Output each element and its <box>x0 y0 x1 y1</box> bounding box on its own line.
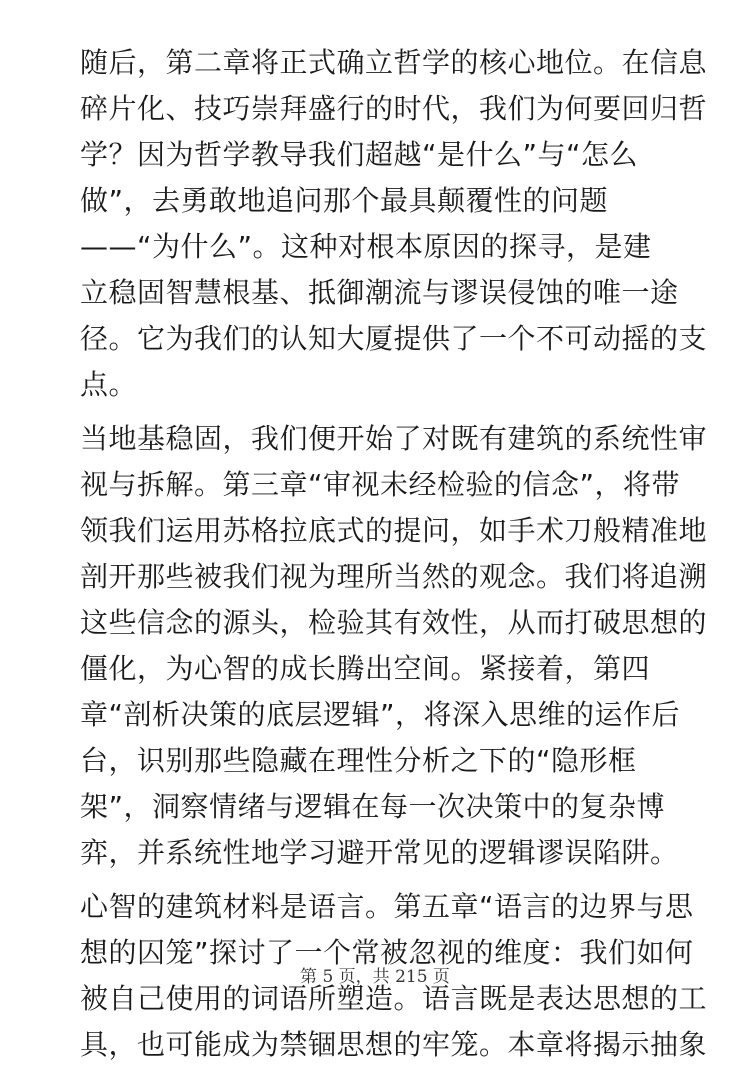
text-line: 台，识别那些隐藏在理性分析之下的“隐形框 <box>80 744 637 777</box>
text-line: 被自己使用的词语所塑造。语言既是表达思想的工 <box>80 982 708 1015</box>
text-line: 想的囚笼”探讨了一个常被忽视的维度：我们如何 <box>80 936 694 969</box>
text-line: 章“剖析决策的底层逻辑”，将深入思维的运作后 <box>80 698 681 731</box>
text-line: 碎片化、技巧崇拜盛行的时代，我们为何要回归哲 <box>80 92 708 125</box>
text-line: 学？因为哲学教导我们超越“是什么”与“怎么 <box>80 138 639 171</box>
text-line: 领我们运用苏格拉底式的提问，如手术刀般精准地 <box>80 514 708 547</box>
text-line: 弈，并系统性地学习避开常见的逻辑谬误陷阱。 <box>80 836 679 869</box>
text-line: 点。 <box>80 368 138 401</box>
text-line: 心智的建筑材料是语言。第五章“语言的边界与思 <box>80 890 694 923</box>
text-line: 当地基稳固，我们便开始了对既有建筑的系统性审 <box>80 422 708 455</box>
text-line: 这些信念的源头，检验其有效性，从而打破思想的 <box>80 606 708 639</box>
text-line: 僵化，为心智的成长腾出空间。紧接着，第四 <box>80 652 651 685</box>
text-line: 架”，洞察情绪与逻辑在每一次决策中的复杂博 <box>80 790 666 823</box>
paragraph-1 <box>80 40 708 408</box>
text-line: 立稳固智慧根基、抵御潮流与谬误侵蚀的唯一途 <box>80 276 679 309</box>
page-number: 第 5 页，共 215 页 <box>300 967 450 987</box>
text-line: 视与拆解。第三章“审视未经检验的信念”，将带 <box>80 468 681 501</box>
text-line: 随后，第二章将正式确立哲学的核心地位。在信息 <box>80 46 708 79</box>
paragraph-2 <box>80 416 708 876</box>
text-line: 剖开那些被我们视为理所当然的观念。我们将追溯 <box>80 560 708 593</box>
text-line: 径。它为我们的认知大厦提供了一个不可动摇的支 <box>80 322 708 355</box>
text-line: 做”，去勇敢地追问那个最具颠覆性的问题 <box>80 184 609 217</box>
document-body <box>80 40 708 1076</box>
text-line: 具，也可能成为禁锢思想的牢笼。本章将揭示抽象 <box>80 1028 708 1061</box>
text-line: ——“为什么”。这种对根本原因的探寻，是建 <box>80 230 652 263</box>
